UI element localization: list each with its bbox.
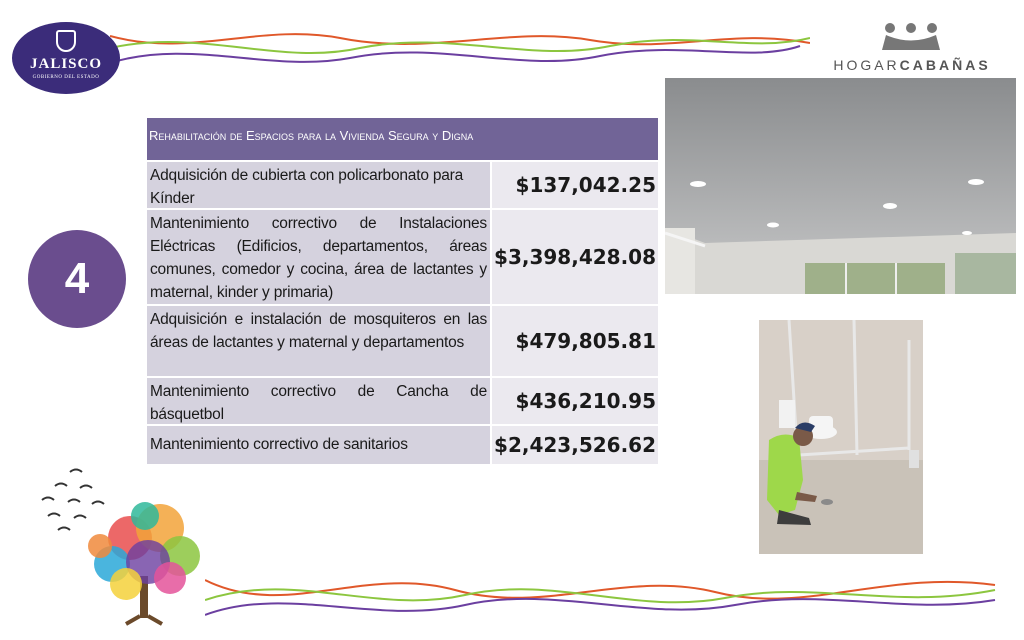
ceiling-photo xyxy=(665,78,1016,294)
row-description: Adquisición de cubierta con policarbonato para Kínder xyxy=(147,162,490,208)
row-amount: $3,398,428.08 xyxy=(492,210,658,304)
row-amount: $479,805.81 xyxy=(492,306,658,376)
jalisco-logo-subtitle: GOBIERNO DEL ESTADO xyxy=(32,75,100,80)
people-icon xyxy=(880,22,942,52)
jalisco-logo xyxy=(12,22,120,94)
jalisco-crest-icon xyxy=(56,30,76,52)
jalisco-logo-name: JALISCO xyxy=(29,56,103,72)
hogar-cabanas-logo xyxy=(812,22,1012,74)
birds-icon xyxy=(42,470,104,531)
row-description: Adquisición e instalación de mosquiteros en las áreas de lactantes y maternal y departamentos xyxy=(147,306,490,376)
table-row xyxy=(147,210,658,304)
row-description: Mantenimiento correctivo de Instalaciones Eléctricas (Edificios, departamentos, áreas comunes, comedor y cocina, área de lactantes y maternal, kinder y primaria) xyxy=(147,210,490,304)
table-row xyxy=(147,162,658,208)
row-description: Mantenimiento correctivo de Cancha de básquetbol xyxy=(147,378,490,424)
hogar-wordmark-part1: HOGAR xyxy=(833,57,900,73)
table-row xyxy=(147,426,658,464)
bathroom-photo xyxy=(759,320,923,554)
row-amount: $2,423,526.62 xyxy=(492,426,658,464)
row-description: Mantenimiento correctivo de sanitarios xyxy=(147,426,490,464)
row-amount: $436,210.95 xyxy=(492,378,658,424)
hogar-wordmark-part2: CABAÑAS xyxy=(899,57,991,73)
table-row xyxy=(147,378,658,424)
step-number-badge: 4 xyxy=(28,230,126,328)
row-amount: $137,042.25 xyxy=(492,162,658,208)
hogar-cabanas-wordmark xyxy=(812,57,1012,73)
bottom-wave-decoration xyxy=(205,560,1005,635)
tree-illustration xyxy=(30,466,210,626)
table-row xyxy=(147,306,658,376)
table-header: Rehabilitación de Espacios para la Vivienda Segura y Digna xyxy=(147,118,658,160)
